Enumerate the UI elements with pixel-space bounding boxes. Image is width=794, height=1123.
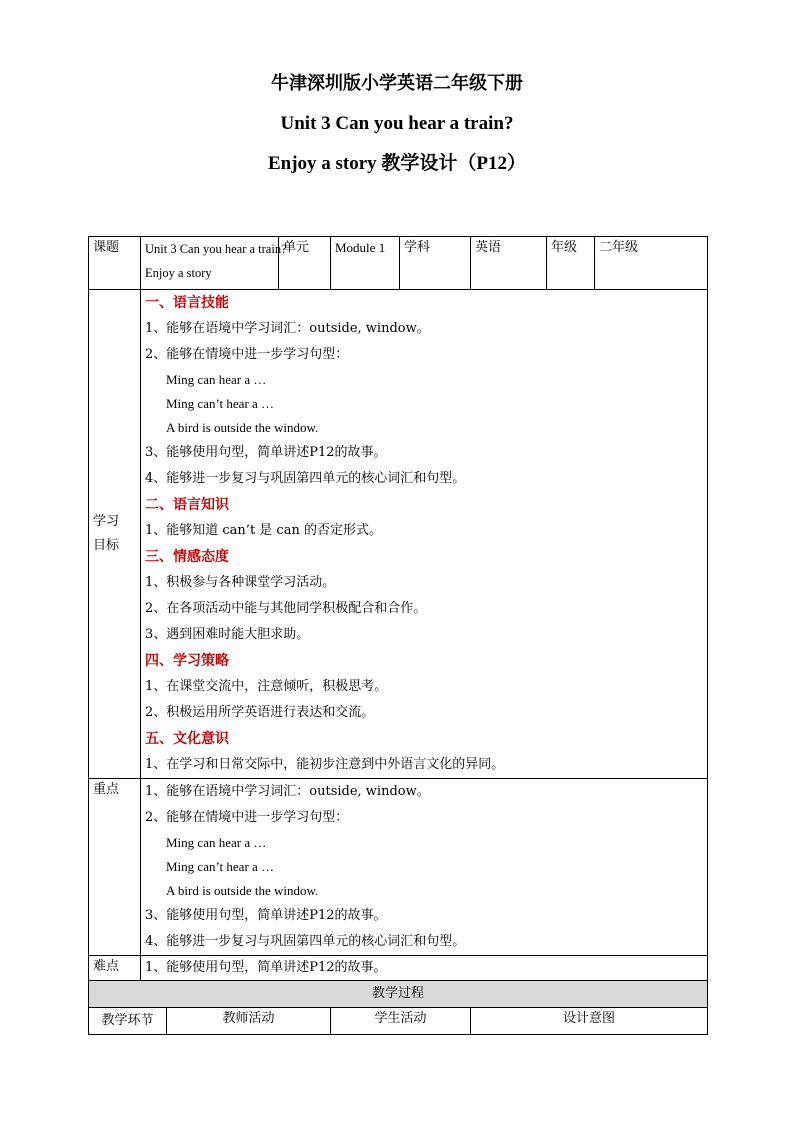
section-heading-attitude: 三、情感态度 [145,549,229,565]
document-subtitle-lesson: Enjoy a story 教学设计（P12） [267,153,527,174]
grade-label: 年级 [547,237,595,290]
objective-line: 1、在学习和日常交际中，能初步注意到中外语言文化的异同。 [145,757,505,772]
subject-label: 学科 [400,237,471,290]
example-sentence: Ming can’t hear a … [166,396,275,411]
process-col-intent: 设计意图 [471,1008,708,1035]
process-columns-row [89,1008,708,1035]
section-heading-culture: 五、文化意识 [145,731,229,747]
objective-line: 1、积极参与各种课堂学习活动。 [145,575,336,590]
key-point-line: 2、能够在情境中进一步学习句型： [145,810,349,825]
key-point-line: 4、能够进一步复习与巩固第四单元的核心词汇和句型。 [145,934,466,949]
objective-line: 3、能够使用句型，简单讲述P12的故事。 [145,445,387,460]
subject-value: 英语 [471,237,547,290]
process-col-stage: 教学环节 [89,1008,167,1035]
objectives-label: 学习 目标 [89,290,141,779]
key-points-label: 重点 [89,779,141,956]
objective-line: 2、能够在情境中进一步学习句型： [145,347,349,362]
unit-value: Module 1 [331,237,400,290]
process-title: 教学过程 [89,981,708,1008]
lesson-plan-table [88,236,708,1035]
objective-line: 2、积极运用所学英语进行表达和交流。 [145,705,375,720]
objectives-row [89,290,708,779]
example-sentence: Ming can’t hear a … [166,859,275,874]
example-sentence: A bird is outside the window. [166,420,319,435]
objective-line: 1、能够在语境中学习词汇：outside, window。 [145,321,430,336]
example-sentence: Ming can hear a … [166,372,267,387]
example-sentence: Ming can hear a … [166,835,267,850]
objective-line: 3、遇到困难时能大胆求助。 [145,627,310,642]
section-heading-language-knowledge: 二、语言知识 [145,497,229,513]
topic-label: 课题 [89,237,141,290]
process-title-row [89,981,708,1008]
objectives-content [141,290,708,779]
document-subtitle-unit: Unit 3 Can you hear a train? [280,113,514,134]
difficulty-label: 难点 [89,956,141,981]
process-col-teacher: 教师活动 [167,1008,331,1035]
header-row [89,237,708,290]
process-col-student: 学生活动 [331,1008,471,1035]
example-sentence: A bird is outside the window. [166,883,319,898]
objective-line: 4、能够进一步复习与巩固第四单元的核心词汇和句型。 [145,471,466,486]
unit-label: 单元 [279,237,331,290]
objective-line: 1、能够知道 can’t 是 can 的否定形式。 [145,523,382,538]
difficulty-content [141,956,708,981]
key-points-content [141,779,708,956]
difficulty-line: 1、能够使用句型，简单讲述P12的故事。 [145,960,387,975]
document-title: 牛津深圳版小学英语二年级下册 [271,73,523,94]
key-point-line: 1、能够在语境中学习词汇：outside, window。 [145,784,430,799]
topic-value: Unit 3 Can you hear a train? Enjoy a story [141,237,279,290]
difficulty-row [89,956,708,981]
section-heading-language-skills: 一、语言技能 [145,295,229,311]
document-title-block [0,74,794,174]
key-point-line: 3、能够使用句型，简单讲述P12的故事。 [145,908,387,923]
key-points-row [89,779,708,956]
objective-line: 2、在各项活动中能与其他同学积极配合和合作。 [145,601,427,616]
section-heading-strategy: 四、学习策略 [145,653,229,669]
grade-value: 二年级 [595,237,708,290]
objective-line: 1、在课堂交流中，注意倾听，积极思考。 [145,679,388,694]
